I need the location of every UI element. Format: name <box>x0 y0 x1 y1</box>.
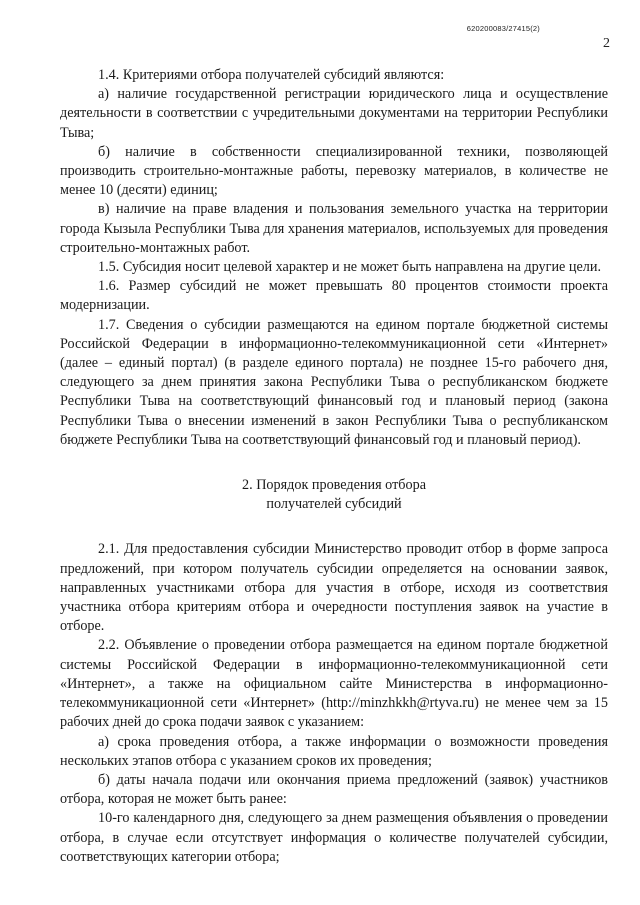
section-title-line-1: 2. Порядок проведения отбора <box>242 477 426 494</box>
paragraph-2-1: 2.1. Для предоставления субсидии Министерство проводит отбор в форме запроса предложений, при котором получатель субсидии определяется на основании заявок, направленных участниками отбора для участия в отборе, исходя из соответствия участника отбора критериям отбора и очередности поступления заявок на участие в отборе. <box>60 541 608 635</box>
document-body <box>60 66 608 867</box>
section-title-line-2: получателей субсидий <box>266 496 402 513</box>
paragraph-1-4-v: в) наличие на праве владения и пользования земельного участка на территории города Кызыла Республики Тыва для хранения материалов, используемых для проведения строительно-монтажных работ. <box>60 201 608 256</box>
paragraph-2-2: 2.2. Объявление о проведении отбора размещается на едином портале бюджетной системы Российской Федерации в информационно-телекоммуникационной сети «Интернет», а также на официальном сайте Министерства в информационно-телекоммуникационной сети «Интернет» (http://minzhkkh@rtyva.ru) не менее чем за 15 рабочих дней до срока подачи заявок с указанием: <box>60 637 608 731</box>
paragraph-1-6: 1.6. Размер субсидий не может превышать 80 процентов стоимости проекта модернизации. <box>60 278 608 314</box>
paragraph-1-4-b: б) наличие в собственности специализированной техники, позволяющей производить строительно-монтажные работы, перевозку материалов, в количестве не менее 10 (десяти) единиц; <box>60 143 608 199</box>
paragraph-2-2-a: а) срока проведения отбора, а также информации о возможности проведения нескольких этапов отбора с указанием сроков их проведения; <box>60 733 608 769</box>
paragraph-2-2-b-1: 10-го календарного дня, следующего за днем размещения объявления о проведении отбора, в случае если отсутствует информация о количестве получателей субсидии, соответствующих категории отбора; <box>60 810 608 865</box>
page-number: 2 <box>603 36 610 51</box>
paragraph-2-2-b: б) даты начала подачи или окончания приема предложений (заявок) участников отбора, которая не может быть ранее: <box>60 771 608 808</box>
paragraph-1-4: 1.4. Критериями отбора получателей субсидий являются: <box>98 67 445 83</box>
paragraph-1-5: 1.5. Субсидия носит целевой характер и не может быть направлена на другие цели. <box>98 259 602 276</box>
paragraph-1-4-a: а) наличие государственной регистрации юридического лица и осуществление деятельности в соответствии с учредительными документами на территории Республики Тыва; <box>60 86 608 141</box>
paragraph-1-7: 1.7. Сведения о субсидии размещаются на едином портале бюджетной системы Российской Федерации в информационно-телекоммуникационной сети «Интернет» (далее – единый портал) (в разделе единого портала) не позднее 15-го рабочего дня, следующего за днем принятия закона Республики Тыва о республиканском бюджете Республики Тыва на соответствующий финансовый год и плановый период (закона Республики Тыва о внесении изменений в закон Республики Тыва о республиканском бюджете Республики Тыва на соответствующий финансовый год и плановый период). <box>60 316 608 448</box>
document-code: 620200083/27415(2) <box>466 24 540 33</box>
